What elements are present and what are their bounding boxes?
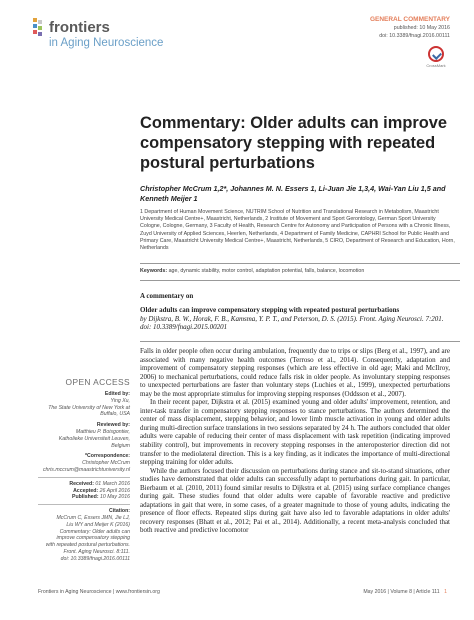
accepted-date: 26 April 2016: [99, 487, 130, 494]
reference-citation: by Dijkstra, B. W., Horak, F. B., Kamsma, Y. P. T., and Peterson, D. S. (2015). Front. Aging Neurosci. 7:201. doi: 10.3389/fnagi.2015.00201: [140, 314, 444, 332]
received-row: [38, 481, 130, 488]
affiliations: 1 Department of Human Movement Science, NUTRIM School of Nutrition and Translational Research in Metabolism, Maastricht University Medical Centre+, Maastricht, Netherlands, 2 Institute of Movement and Sport Gerontology, German Sport University Cologne, Cologne, Germany, 3 Faculty of Health, Research Centre for Autonomy and Participation of Persons with a Chronic Illness, Zuyd University of Applied Sciences, Heerlen, Netherlands, 4 Department of Family Medicine, CAPHRI School for Public Health and Primary Care, Maastricht University Medical Centre+, Maastricht, Netherlands, 5 CIRO, Department of Research and Education, Horn, Netherlands: [140, 209, 455, 252]
published-date-sidebar: 10 May 2016: [100, 494, 130, 501]
logo-wordmark: frontiers: [49, 19, 110, 36]
reviewed-by-label: Reviewed by:: [96, 422, 130, 429]
editor-line: Ying Xu,: [110, 397, 130, 404]
editor-line: The State University of New York at: [48, 404, 130, 411]
page-footer: [0, 589, 474, 601]
editor-line: Buffalo, USA: [100, 411, 130, 418]
citation-line: improve compensatory stepping: [56, 535, 130, 542]
correspondence-label: *Correspondence:: [85, 453, 130, 460]
footer-journal[interactable]: Frontiers in Aging Neuroscience | www.frontiersin.org: [38, 589, 160, 595]
crossmark-label: CrossMark: [426, 63, 446, 68]
divider: [38, 477, 130, 478]
header-doi[interactable]: doi: 10.3389/fnagi.2016.00111: [379, 33, 450, 39]
reviewer-line: Belgium: [111, 442, 130, 449]
received-label: Received:: [69, 480, 94, 487]
open-access-label: OPEN ACCESS: [65, 377, 130, 387]
reference-title: Older adults can improve compensatory stepping with repeated postural perturbations: [140, 306, 400, 314]
correspondence-name: Christopher McCrum: [82, 460, 130, 467]
citation-line: Front. Aging Neurosci. 8:111.: [63, 548, 130, 555]
published-label: Published:: [72, 494, 99, 501]
published-date: published: 10 May 2016: [393, 25, 450, 31]
citation-line: Commentary: Older adults can: [59, 528, 130, 535]
divider: [140, 280, 460, 281]
edited-by-label: Edited by:: [104, 391, 130, 397]
article-meta-header: [370, 16, 450, 40]
reviewer-line: Matthieu P. Boisgontier,: [75, 428, 130, 435]
crossmark-icon: [428, 46, 444, 62]
body-paragraph: While the authors focused their discussion on perturbations during stance and sit-to-stand situations, other studies have demonstrated that older adults can successfully adapt to perturbations during gait. In particular, Bierbaum et al. (2010, 2011) found similar results to Dijkstra et al. (2015) using surface compliance changes during gait. These studies found that older adults were capable of favorable reactive and predictive adaptations in gait that were, in some cases, of a greater magnitude to those of young adults, indicating the presence of floor effects. Repeated slips during gait have also led to favorable adaptations in older adults' recovery responses (Bhatt et al., 2012; Pai et al., 2014). Additionally, a recent meta-analysis concluded that both reactive and predictive locomotor: [140, 466, 450, 535]
author-list: Christopher McCrum 1,2*, Johannes M. N. Essers 1, Li-Juan Jie 1,3,4, Wai-Yan Liu 1,5 and Kenneth Meijer 1: [140, 184, 446, 203]
body-paragraph: In their recent paper, Dijkstra et al. (2015) examined young and older adults' improvement, retention, and inter-task transfer in compensatory stepping responses to stance perturbations. The authors determined the center of mass displacement, stepping behavior, and lower limb muscle activation in young and older adults during multi-direction surface translations in two sessions separated by 24 h. The authors concluded that older adults were capable of reducing their center of mass displacement with task repetition (indicating improved stability control), but improvements in recovery stepping responses in the anteroposterior direction did not transfer to the mediolateral direction. This is a key finding, as it indicates the importance of multi-directional stepping training for older adults.: [140, 398, 450, 467]
article-sidebar: [38, 377, 130, 563]
article-title: Commentary: Older adults can improve compensatory stepping with repeated postural perturbations: [140, 114, 447, 172]
footer-issue-info: May 2016 | Volume 8 | Article 111: [363, 589, 440, 595]
citation-line: McCrum C, Essers JMN, Jie LJ,: [56, 514, 130, 521]
journal-logo[interactable]: [33, 16, 213, 52]
received-date: 01 March 2016: [95, 480, 130, 487]
crossmark-badge[interactable]: [426, 46, 446, 68]
journal-name: in Aging Neuroscience: [49, 37, 164, 49]
frontiers-logo-icon: [33, 18, 45, 40]
body-paragraph: Falls in older people often occur during ambulation, frequently due to trips or slips (Berg et al., 1997), and are associated with many negative health outcomes (Terroso et al., 2014). Consequently, adaptation and improvement of compensatory stepping responses (which are less effective in old age; Maki and McIlroy, 2006) to mechanical perturbations, could reduce falls risk in older people. As involuntary stepping responses to unexpected perturbations are faster than voluntary steps (Luchies et al., 1999), unexpected perturbations may be the most appropriate stimulus for improving stepping responses (Oddsson et al., 2007).: [140, 347, 450, 398]
commentary-heading: A commentary on: [140, 292, 194, 300]
footer-issue: [363, 589, 450, 595]
citation-doi[interactable]: doi: 10.3389/fnagi.2016.00111: [60, 555, 130, 562]
citation-label: Citation:: [108, 508, 130, 515]
divider: [38, 504, 130, 505]
keywords: [140, 268, 460, 274]
published-row: [38, 494, 130, 501]
accepted-label: Accepted:: [73, 487, 99, 494]
keywords-label: Keywords:: [140, 268, 168, 274]
divider: [140, 341, 460, 342]
correspondence-email[interactable]: chris.mccrum@maastrichtuniversity.nl: [42, 466, 130, 473]
footer-page-number: 1: [444, 589, 447, 595]
article-body: [140, 347, 450, 535]
reviewer-line: Katholieke Universiteit Leuven,: [58, 435, 130, 442]
divider: [140, 263, 460, 264]
keywords-list: age, dynamic stability, motor control, adaptation potential, falls, balance, locomotion: [168, 268, 365, 274]
article-type: GENERAL COMMENTARY: [369, 16, 450, 23]
accepted-row: [38, 488, 130, 495]
citation-line: Liu WY and Meijer K (2016): [66, 521, 130, 528]
citation-line: with repeated postural perturbations.: [45, 542, 130, 549]
commentary-reference[interactable]: [140, 306, 450, 332]
